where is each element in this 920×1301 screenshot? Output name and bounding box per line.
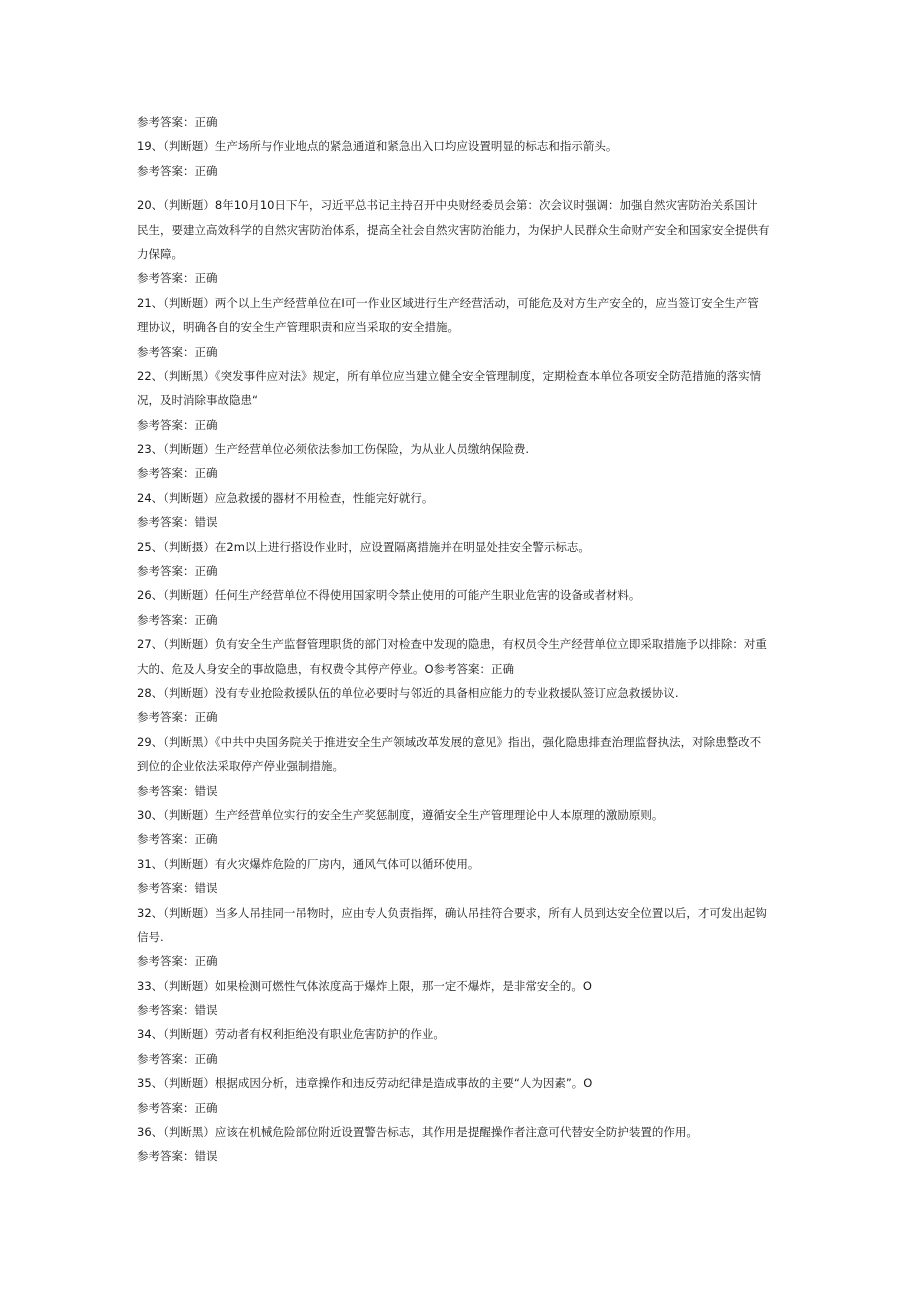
question-line: 35、（判断题）根据成因分析，违章操作和违反劳动纪律是造成事故的主要“人为因素”。O [137, 1076, 593, 1091]
question-line: 到位的企业依法采取停产停业强制措施。 [137, 759, 344, 774]
question-line: 况，及时消除事故隐患“ [137, 393, 258, 408]
question-line: 大的、危及人身安全的事故隐患，有权费令其停产停业。O参考答案：正确 [137, 661, 515, 676]
answer-line: 参考答案：错误 [137, 1149, 218, 1164]
question-line: 理协议，明确各自的安全生产管理职责和应当采取的安全措施。 [137, 320, 459, 335]
answer-line: 参考答案：正确 [137, 1100, 218, 1115]
answer-line: 参考答案：正确 [137, 612, 218, 627]
answer-line: 参考答案：正确 [137, 344, 218, 359]
question-line: 34、（判断题）劳动者有权利拒绝没有职业危害防护的作业。 [137, 1027, 445, 1042]
answer-line: 参考答案：正确 [137, 466, 218, 481]
question-line: 26、（判断题）任何生产经营单位不得使用国家明令禁止使用的可能产生职业危害的设备或者材料。 [137, 588, 641, 603]
answer-line: 参考答案：正确 [137, 564, 218, 579]
question-line: 32、（判断题）当多人吊挂同一吊物时，应由专人负责指挥，确认吊挂符合要求，所有人员到达安全位置以后，才可发出起钩 [137, 905, 767, 920]
question-line: 29、（判断黑）《中共中央国务院关于推进安全生产领域改革发展的意见》指出，强化隐患排查治理监督执法，对除患整改不 [137, 734, 762, 749]
question-line: 19、（判断题）生产场所与作业地点的紧急通道和紧急出入口均应设置明显的标志和指示箭头。 [137, 139, 618, 154]
answer-line: 参考答案：正确 [137, 417, 218, 432]
question-line: 23、（判断题）生产经营单位必须依法参加工伤保险，为从业人员缴纳保险费. [137, 442, 530, 457]
question-line: 21、（判断题）两个以上生产经营单位在I可一作业区域进行生产经营活动，可能危及对方生产安全的，应当签订安全生产管 [137, 295, 759, 310]
question-line: 33、（判断题）如果检测可燃性气体浓度高于爆炸上限，那一定不爆炸，是非常安全的。O [137, 978, 592, 993]
question-line: 25、（判断摄）在2m以上进行搭设作业时，应设置隔离措施并在明显处挂安全警示标志。 [137, 539, 590, 554]
question-line: 31、（判断题）有火灾爆炸危险的厂房内，通风气体可以循环使用。 [137, 856, 480, 871]
question-line: 30、（判断题）生产经营单位实行的安全生产奖惩制度，遵循安全生产管理理论中人本原理的激励原则。 [137, 807, 664, 822]
question-line: 20、（判断题）8年10月10日下午，习近平总书记主持召开中央财经委员会第：次会议时强调：加强自然灾害防治关系国计 [137, 198, 758, 213]
question-line: 民生，要建立高效科学的自然灾害防治体系，提高全社会自然灾害防治能力，为保护人民群众生命财产安全和国家安全提供有 [137, 222, 770, 237]
question-line: 36、（判断黑）应该在机械危险部位附近设置警告标志，其作用是提醒操作者注意可代替安全防护装置的作用。 [137, 1125, 698, 1140]
answer-line: 参考答案：正确 [137, 710, 218, 725]
answer-line: 参考答案：正确 [137, 832, 218, 847]
answer-line: 参考答案：错误 [137, 881, 218, 896]
question-line: 信号. [137, 929, 164, 944]
document-body [137, 110, 777, 1169]
question-line: 24、（判断题）应急救援的器材不用检查，性能完好就行。 [137, 490, 434, 505]
answer-line: 参考答案：正确 [137, 954, 218, 969]
answer-line: 参考答案：正确 [137, 163, 218, 178]
answer-line: 参考答案：错误 [137, 1003, 218, 1018]
spacer [137, 183, 777, 193]
question-line: 22、（判断黑）《突发事件应对法》规定，所有单位应当建立健全安全管理制度，定期检查本单位各项安全防范措施的落实情 [137, 368, 762, 383]
answer-line: 参考答案：错误 [137, 515, 218, 530]
question-line: 力保障。 [137, 246, 183, 261]
answer-line: 参考答案：正确 [137, 115, 218, 129]
question-line: 27、（判断题）负有安全生产监督管理职货的部门对检查中发现的隐患，有权员令生产经营单位立即采取措施予以排除：对重 [137, 637, 767, 652]
answer-line: 参考答案：错误 [137, 783, 218, 798]
question-line: 28、（判断题）没有专业抢险救援队伍的单位必要时与邻近的具备相应能力的专业救援队签订应急救援协议. [137, 685, 679, 700]
answer-line: 参考答案：正确 [137, 271, 218, 286]
answer-line: 参考答案：正确 [137, 1051, 218, 1066]
